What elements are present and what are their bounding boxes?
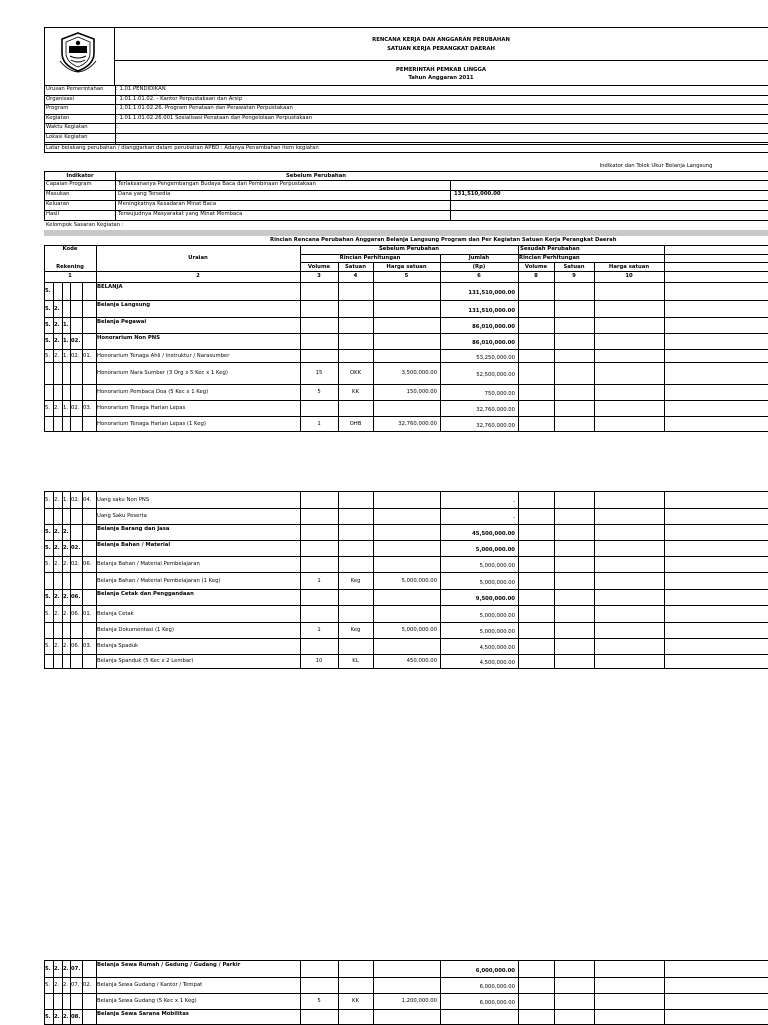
rincian-head-2: Rincian Perhitungan — [519, 255, 580, 261]
col-border — [96, 282, 97, 431]
rekening-head: Rekening — [56, 264, 84, 270]
info-label: Lokasi Kegiatan — [46, 133, 88, 140]
kode-cell: 5. — [45, 352, 51, 359]
col-border — [70, 960, 71, 1024]
row-border — [44, 589, 768, 590]
kode-cell: 5. — [45, 529, 51, 535]
kode-cell: 2. — [54, 982, 60, 988]
kode-cell: 1. — [63, 496, 69, 503]
jumlah-cell: 5,000,000.00 — [479, 612, 515, 619]
row-border — [44, 300, 768, 301]
column-number: 6 — [477, 273, 481, 279]
col-border — [62, 282, 63, 431]
indikator-label: Masukan — [46, 191, 70, 197]
col-border — [300, 491, 301, 668]
jumlah-cell: 86,010,000.00 — [472, 340, 515, 346]
kode-cell: 02. — [71, 338, 81, 344]
jumlah-cell: 52,500,000.00 — [476, 372, 515, 378]
info-label: Organisasi — [46, 95, 74, 102]
header-top-border — [44, 27, 768, 28]
kode-cell: 08. — [71, 1013, 81, 1020]
indikator-head: Indikator — [66, 173, 94, 179]
col-border — [70, 282, 71, 431]
jumlah-cell: 32,760,000.00 — [476, 407, 515, 413]
info-divider — [115, 85, 116, 144]
col-harga-head: Harga satuan — [608, 264, 650, 270]
header-grid-line — [300, 262, 768, 263]
jumlah-cell: 5,000,000.00 — [479, 629, 515, 635]
uraian-cell: Belanja Bahan / Material Pembelajaran — [97, 561, 200, 567]
uraian-cell: Belanja Cetak dan Penggandaan — [97, 591, 194, 597]
kode-cell: 2. — [63, 561, 69, 567]
satuan-cell: KK — [352, 389, 359, 395]
info-value: : 1.01.1.01.02. - Kantor Perpustakaan dan Arsip — [116, 95, 243, 102]
kode-cell: 5. — [45, 496, 51, 503]
column-number: 2 — [196, 273, 200, 279]
kode-cell: 5. — [45, 561, 51, 567]
col-border — [300, 282, 301, 431]
kode-cell: 2. — [54, 1013, 60, 1020]
col-volume-head: Volume — [524, 264, 548, 270]
column-number: 1 — [68, 273, 72, 279]
satuan-cell: KL — [352, 658, 359, 664]
kode-cell: 5. — [45, 643, 51, 649]
jumlah-cell: 32,760,000.00 — [476, 422, 515, 429]
info-value: : 1.01.PENDIDIKAN — [116, 86, 166, 92]
kode-cell: 2. — [54, 305, 60, 312]
volume-cell: 1 — [317, 420, 321, 427]
kode-cell: 02. — [71, 561, 80, 567]
kode-cell: 2. — [63, 545, 69, 551]
sesudah-head: Sesudah Perubahan — [520, 246, 580, 252]
info-value: : — [116, 124, 118, 130]
col-border — [373, 491, 374, 668]
col-border — [44, 491, 45, 668]
kode-cell: 2. — [54, 561, 60, 567]
indikator-value: Terlaksananya Pengembangan Budaya Baca dan Pembinaan Perpustakaan — [118, 181, 316, 187]
col-border — [664, 960, 665, 1024]
col-border — [664, 491, 665, 668]
col-border — [62, 491, 63, 668]
jumlah-cell: 53,250,000.00 — [476, 354, 515, 361]
row-border — [44, 977, 768, 978]
jumlah-cell: 9,500,000.00 — [475, 596, 515, 602]
col-border — [518, 960, 519, 1024]
uraian-cell: Belanja Sewa Sarana Mobilitas — [97, 1011, 189, 1017]
indikator-value: Dana yang Tersedia — [118, 191, 171, 197]
col-border — [594, 282, 595, 431]
kode-cell: 04. — [83, 496, 92, 503]
col-harga-head: Harga satuan — [386, 264, 427, 270]
jumlah-cell: 6,000,000.00 — [479, 1000, 515, 1006]
header-grid-line — [664, 245, 665, 282]
volume-cell: 5 — [317, 389, 321, 395]
row-border — [44, 540, 768, 541]
uraian-cell: Belanja Dokumentasi (1 Keg) — [97, 627, 174, 633]
kode-cell: 2. — [54, 352, 60, 359]
jumlah-cell: - — [513, 498, 515, 505]
kode-cell: 2. — [54, 545, 60, 551]
satuan-cell: Keg — [350, 627, 361, 633]
info-label: Waktu Kegiatan — [46, 124, 88, 130]
uraian-cell: Uang Saku Peserta — [97, 513, 147, 519]
row-border — [44, 1009, 768, 1010]
col-border — [594, 491, 595, 668]
header-divider — [114, 60, 768, 61]
column-number: 4 — [353, 273, 358, 279]
uraian-cell: Honorarium Nara Sumber (3 Org x 5 Kec x 1 Keg) — [97, 370, 228, 376]
kode-head: Kode — [62, 246, 78, 252]
row-border — [44, 317, 768, 318]
kode-cell: 02. — [71, 545, 81, 551]
col-border — [96, 960, 97, 1024]
col-border — [440, 960, 441, 1024]
uraian-cell: Belanja Barang dan Jasa — [97, 526, 170, 532]
kode-cell: 1. — [63, 405, 69, 411]
kode-cell: 2. — [54, 496, 60, 503]
kode-cell: 02. — [71, 352, 80, 359]
row-border — [44, 556, 768, 557]
jumlah-cell: 5,000,000.00 — [479, 563, 515, 569]
indikator-label: Capaian Program — [46, 181, 92, 187]
kode-cell: 03. — [83, 643, 92, 649]
jumlah-cell: 6,000,000.00 — [479, 984, 515, 990]
kode-cell: 5. — [45, 982, 51, 988]
harga-cell: 150,000.00 — [406, 389, 437, 395]
indikator-label: Hasil — [46, 211, 59, 217]
kode-cell: 2. — [54, 322, 60, 328]
row-border — [44, 491, 768, 492]
jumlah-head: Jumlah — [468, 255, 490, 261]
kode-cell: 2. — [63, 643, 69, 649]
col-border — [44, 282, 45, 431]
harga-cell: 450,000.00 — [406, 658, 437, 664]
jumlah-cell: 6,000,000.00 — [475, 967, 515, 974]
kode-cell: 2. — [54, 610, 60, 617]
uraian-cell: Belanja Sewa Gudang / Kantor / Tempat — [97, 982, 203, 988]
kode-cell: 06. — [71, 643, 80, 649]
info-value: : 1.01.1.01.02.26.001 Sosialisasi Penataan dan Pengelolaan Perpustakaan — [116, 114, 313, 121]
uraian-cell: Belanja Spaduk — [97, 643, 139, 649]
info-label: Program — [46, 105, 69, 111]
kode-cell: 2. — [63, 529, 69, 535]
col-border — [664, 282, 665, 431]
info-value: : 1.01.1.01.02.26. Program Penataan dan Perawatan Perpustakaan — [116, 105, 293, 111]
uraian-head: Uraian — [188, 255, 208, 261]
kode-cell: 5. — [45, 322, 51, 328]
column-number: 5 — [404, 273, 409, 279]
kode-cell: 2. — [54, 529, 60, 535]
col-border — [518, 491, 519, 668]
header-left-border — [44, 27, 45, 153]
row-border — [44, 524, 768, 525]
harga-cell: 1,200,000.00 — [401, 998, 437, 1004]
kode-cell: 2. — [63, 982, 69, 988]
satuan-cell: OHB — [349, 420, 362, 427]
rincian-head: Rincian Perhitungan — [339, 255, 401, 261]
col-border — [338, 491, 339, 668]
uraian-cell: Belanja Spanduk (5 Kec x 2 Lembar) — [97, 658, 194, 664]
row-border — [44, 508, 768, 509]
row-border — [44, 349, 768, 350]
col-border — [96, 491, 97, 668]
harga-cell: 5,000,000.00 — [401, 627, 437, 633]
row-border — [44, 960, 768, 961]
uraian-cell: Honorarium Pembaca Doa (5 Kec x 1 Keg) — [97, 389, 209, 395]
uraian-cell: Belanja Sewa Rumah / Gedung / Gudang / Parkir — [97, 962, 241, 968]
col-border — [62, 960, 63, 1024]
col-volume-head: Volume — [307, 264, 331, 270]
latar-belakang: Latar belakang perubahan / dianggarkan dalam perubahan APBD : Adanya Penambahan item kegiatan — [46, 145, 319, 151]
jumlah-cell: 4,500,000.00 — [479, 645, 515, 651]
col-border — [440, 282, 441, 431]
col-border — [82, 491, 83, 668]
ind-div-0 — [44, 171, 45, 221]
kode-cell: 5. — [45, 965, 51, 972]
row-border — [44, 282, 768, 283]
kode-cell: 5. — [45, 594, 51, 600]
column-number: 8 — [534, 273, 538, 279]
rincian-title: Rincian Rencana Perubahan Anggaran Belanja Langsung Program dan Per Kegiatan Satuan Kerja Perangkat Daerah — [270, 237, 617, 243]
indikator-amount: 131,510,000.00 — [454, 191, 501, 197]
info-label: Urusan Pemerintahan — [46, 86, 104, 92]
ind-div-1 — [115, 171, 116, 221]
kode-cell: 5. — [45, 610, 51, 617]
satuan-cell: KK — [352, 998, 359, 1004]
harga-cell: 5,000,000.00 — [401, 577, 437, 584]
col-border — [594, 960, 595, 1024]
col-border — [53, 282, 54, 431]
jumlah-cell: - — [513, 515, 515, 521]
uraian-cell: Belanja Sewa Gudang (5 Kec x 1 Keg) — [97, 998, 197, 1004]
harga-cell: 3,500,000.00 — [401, 370, 437, 376]
uraian-cell: Honorarium Tenaga Harian Lepas (1 Keg) — [97, 420, 206, 427]
uraian-cell: Belanja Bahan / Material — [97, 542, 171, 548]
sebelum-head: Sebelum Perubahan — [378, 246, 440, 252]
kode-cell: 02. — [71, 405, 80, 411]
uraian-cell: Belanja Langsung — [97, 302, 151, 308]
jumlah-cell: 131,510,000.00 — [468, 307, 515, 314]
jumlah-cell: 131,510,000.00 — [468, 290, 515, 296]
title-skpd: SATUAN KERJA PERANGKAT DAERAH — [387, 46, 495, 52]
row-border — [44, 993, 768, 994]
kode-cell: 01. — [83, 352, 92, 359]
kode-cell: 2. — [54, 338, 60, 344]
col-border — [300, 960, 301, 1024]
kode-cell: 5. — [45, 545, 51, 551]
col-border — [70, 491, 71, 668]
uraian-cell: Belanja Bahan / Material Pembelajaran (1 Keg) — [97, 577, 221, 584]
kode-cell: 1. — [63, 352, 69, 359]
col-border — [53, 491, 54, 668]
section-separator — [44, 230, 768, 236]
kode-cell: 2. — [54, 594, 60, 600]
info-value: : — [116, 133, 118, 140]
info-label: Kegiatan — [46, 114, 70, 121]
indikator-value: Terwujudnya Masyarakat yang Minat Membaca — [118, 211, 243, 217]
volume-cell: 1 — [317, 627, 321, 633]
col-border — [53, 960, 54, 1024]
title-rka: RENCANA KERJA DAN ANGGARAN PERUBAHAN — [372, 37, 510, 43]
col-border — [44, 960, 45, 1024]
uraian-cell: Belanja Cetak — [97, 610, 134, 617]
kode-cell: 5. — [45, 338, 51, 344]
column-number: 10 — [625, 273, 633, 279]
indikator-row-border — [44, 220, 768, 221]
jumlah-cell: 45,500,000.00 — [472, 531, 515, 537]
kelompok-sasaran: Kelompok Sasaran Kegiatan : — [46, 222, 124, 228]
harga-cell: 32,760,000.00 — [398, 420, 437, 427]
fiscal-year: Tahun Anggaran 2011 — [408, 75, 474, 81]
col-border — [373, 282, 374, 431]
info-row-border — [44, 142, 768, 143]
kode-cell: 2. — [54, 643, 60, 649]
uraian-cell: Uang saku Non PNS — [97, 496, 150, 503]
row-border — [44, 384, 768, 385]
col-border — [554, 960, 555, 1024]
uraian-cell: Honorarium Non PNS — [97, 335, 161, 341]
col-border — [554, 491, 555, 668]
kode-cell: 06. — [71, 594, 81, 600]
col-satuan-head: Satuan — [563, 264, 585, 270]
uraian-cell: Belanja Pegawai — [97, 319, 147, 325]
col-satuan-head: Satuan — [344, 264, 367, 270]
jumlah-cell: 750,000.00 — [484, 391, 515, 397]
kode-cell: 5. — [45, 305, 51, 312]
jumlah-cell: 5,000,000.00 — [479, 579, 515, 586]
col-border — [554, 282, 555, 431]
row-border — [44, 572, 768, 573]
volume-cell: 5 — [317, 998, 321, 1004]
column-number: 3 — [317, 273, 321, 279]
jumlah-cell: 5,000,000.00 — [475, 547, 515, 553]
row-border — [44, 431, 768, 432]
jumlah-cell: 4,500,000.00 — [479, 660, 515, 666]
indikator-label: Keluaran — [46, 201, 70, 207]
kode-cell: 5. — [45, 1013, 51, 1020]
gov-name: PEMERINTAH PEMKAB LINGGA — [396, 67, 486, 73]
volume-cell: 10 — [315, 658, 323, 664]
header-grid-line — [44, 271, 768, 272]
col-border — [518, 282, 519, 431]
uraian-cell: Honorarium Tenaga Harian Lepas — [97, 405, 186, 411]
row-border — [44, 416, 768, 417]
indikator-value: Meningkatnya Kesadaran Minat Baca — [118, 201, 217, 207]
col-border — [82, 282, 83, 431]
kode-cell: 1. — [63, 338, 69, 344]
rp-head: (Rp) — [472, 264, 486, 270]
row-border — [44, 622, 768, 623]
row-border — [44, 605, 768, 606]
volume-cell: 1 — [317, 577, 321, 584]
column-number: 9 — [572, 273, 576, 279]
row-border — [44, 400, 768, 401]
col-border — [440, 491, 441, 668]
kode-cell: 1. — [63, 322, 69, 328]
kode-cell: 03. — [83, 405, 92, 411]
kode-cell: 2. — [63, 594, 69, 600]
kode-cell: 02. — [71, 496, 80, 503]
jumlah-cell: 86,010,000.00 — [472, 324, 515, 330]
emblem-logo — [58, 31, 98, 73]
satuan-cell: Keg — [350, 577, 361, 584]
sebelum-head: Sebelum Perubahan — [285, 173, 347, 179]
row-border — [44, 362, 768, 363]
kode-cell: 5. — [45, 405, 51, 411]
kode-cell: 5. — [45, 288, 51, 294]
col-border — [82, 960, 83, 1024]
col-border — [373, 960, 374, 1024]
row-border — [44, 668, 768, 669]
row-border — [44, 638, 768, 639]
kode-cell: 02. — [83, 982, 92, 988]
row-border — [44, 654, 768, 655]
col-border — [338, 960, 339, 1024]
kode-cell: 01. — [83, 610, 92, 617]
kode-cell: 2. — [63, 610, 69, 617]
kode-cell: 2. — [54, 405, 60, 411]
row-border — [44, 333, 768, 334]
kode-cell: 06. — [83, 561, 92, 567]
col-border — [338, 282, 339, 431]
kode-cell: 2. — [63, 965, 69, 972]
volume-cell: 15 — [315, 370, 323, 376]
kode-cell: 07. — [71, 965, 81, 972]
uraian-cell: Honorarium Tenaga Ahli / Instruktur / Narasumber — [97, 352, 230, 359]
kode-cell: 06. — [71, 610, 80, 617]
kode-cell: 07. — [71, 982, 80, 988]
kode-cell: 2. — [54, 965, 60, 972]
ind-div-2 — [450, 180, 451, 220]
uraian-cell: BELANJA — [97, 284, 123, 290]
indikator-title: Indikator dan Tolok Ukur Belanja Langsung — [599, 163, 713, 169]
satuan-cell: OKK — [349, 370, 362, 376]
kode-cell: 2. — [63, 1013, 69, 1020]
